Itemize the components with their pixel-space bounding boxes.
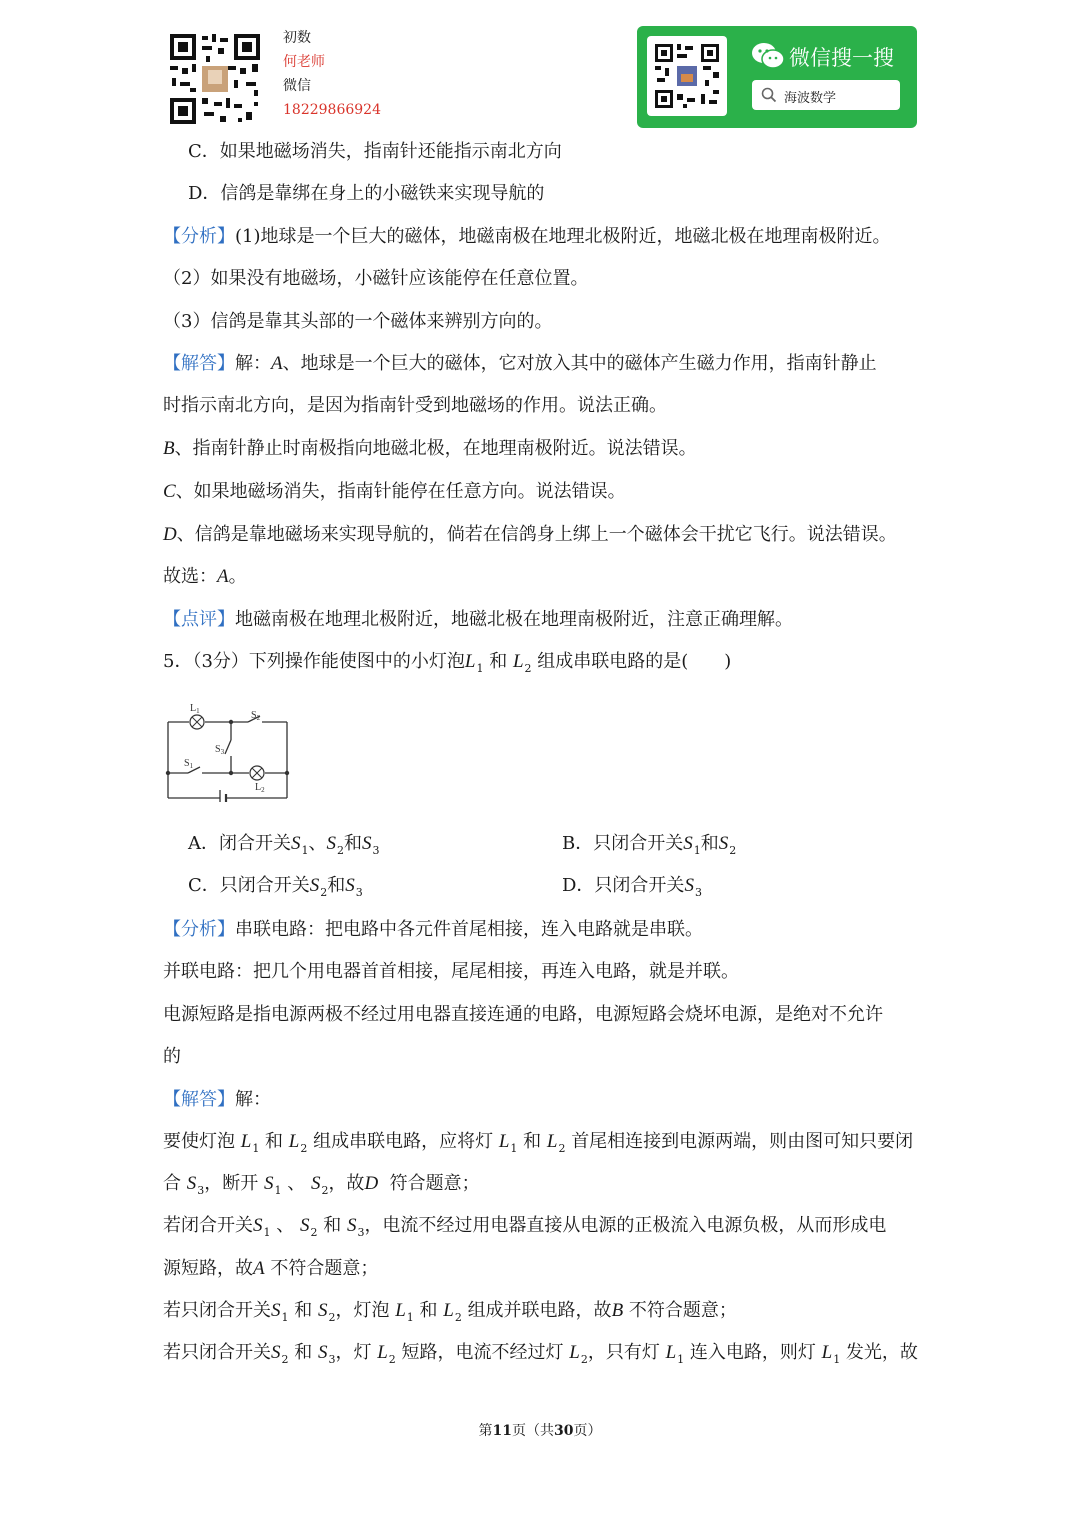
t: 连入电路，则灯 xyxy=(689,1342,816,1363)
label-l2: $L_2$ xyxy=(255,782,265,794)
q5-analysis-text1: 串联电路：把电路中各元件首尾相接，连入电路就是串联。 xyxy=(235,919,703,940)
label-s1: $S_1$ xyxy=(184,758,194,770)
q4-answer-pre: 解： xyxy=(235,353,271,374)
t: 若只闭合开关 xyxy=(163,1342,271,1363)
t: 若只闭合开关 xyxy=(163,1300,271,1321)
t: 和 xyxy=(323,1215,342,1236)
t: 合 xyxy=(163,1173,181,1194)
q5-stem-post: 组成串联电路的是( ) xyxy=(537,651,732,672)
wechat-logo-icon xyxy=(751,42,785,70)
var-l: L xyxy=(377,1342,388,1363)
q5-analysis-line2: 并联电路：把几个用电器首首相接，尾尾相接，再连入电路，就是并联。 xyxy=(163,961,739,982)
var-s: S xyxy=(345,875,355,896)
q5-stem xyxy=(163,651,731,680)
sep: 、 xyxy=(308,833,327,854)
var-s: S xyxy=(253,1215,263,1236)
sub: 2 xyxy=(321,1184,329,1197)
q4-analysis-text1: (1)地球是一个巨大的磁体，地磁南极在地理北极附近，地磁北极在地理南极附近。 xyxy=(235,226,891,247)
teacher-name: 何老师 xyxy=(283,54,325,70)
sub: 1 xyxy=(281,1311,289,1324)
var-s: S xyxy=(271,1342,281,1363)
sub: 1 xyxy=(406,1311,414,1324)
var-l: L xyxy=(395,1300,406,1321)
opt-c-pre: C．只闭合开关 xyxy=(188,875,310,896)
t: 和 xyxy=(265,1131,284,1152)
var-s: S xyxy=(684,875,694,896)
sub: 1 xyxy=(677,1353,685,1366)
sub: 2 xyxy=(388,1353,396,1366)
subject-label: 初数 xyxy=(283,30,311,46)
sub: 1 xyxy=(510,1142,518,1155)
var-l: L xyxy=(546,1131,558,1152)
sub: 2 xyxy=(558,1142,566,1155)
lamp-l1-icon xyxy=(190,715,204,729)
sub: 1 xyxy=(833,1353,841,1366)
var-s: S xyxy=(310,1173,321,1194)
answer-tag: 【解答】 xyxy=(163,353,235,374)
wechat-qr-code xyxy=(647,36,727,116)
sub: 2 xyxy=(328,1311,336,1324)
var-l: L xyxy=(569,1342,580,1363)
var-s: S xyxy=(362,833,372,854)
t: 源短路，故 xyxy=(163,1258,253,1279)
var-l: L xyxy=(498,1131,510,1152)
t: 和 xyxy=(294,1342,313,1363)
sub: 3 xyxy=(694,886,702,899)
page-number: 11 xyxy=(492,1423,512,1439)
q5-answer-line2 xyxy=(163,1173,480,1202)
wechat-search-query: 海波数学 xyxy=(784,91,837,106)
var-l: L xyxy=(240,1131,252,1152)
t: 首尾相连接到电源两端，则由图可知只要闭 xyxy=(571,1131,914,1152)
q5-answer-line6 xyxy=(163,1342,918,1371)
and: 和 xyxy=(700,833,719,854)
t: ，只有灯 xyxy=(587,1342,660,1363)
q4-answer-a-text: 、地球是一个巨大的磁体，它对放入其中的磁体产生磁力作用，指南针静止 xyxy=(282,353,877,374)
var-s: S xyxy=(263,1173,274,1194)
choice-post: 。 xyxy=(228,566,247,587)
q4-answer-b xyxy=(163,438,697,460)
q4-answer-d-text: 、信鸽是靠地磁场来实现导航的，倘若在信鸽身上绑上一个磁体会干扰它飞行。说法错误。 xyxy=(176,524,897,545)
var-c: C xyxy=(163,481,176,502)
var-l: L xyxy=(443,1300,454,1321)
var-s: S xyxy=(299,1215,310,1236)
t: ，灯 xyxy=(335,1342,372,1363)
total-pages: 30 xyxy=(554,1423,574,1439)
footer-post: 页） xyxy=(573,1423,602,1439)
q4-analysis-line3: （3）信鸽是靠其头部的一个磁体来辨别方向的。 xyxy=(163,311,553,332)
opt-a-pre: A．闭合开关 xyxy=(188,833,291,854)
t: 、 xyxy=(276,1215,295,1236)
choice-var: A xyxy=(217,566,229,587)
t: ，故 xyxy=(328,1173,365,1194)
and: 和 xyxy=(327,875,346,896)
q4-answer-c-text: 、如果地磁场消失，指南针能停在任意方向。说法错误。 xyxy=(175,481,626,502)
t: 、 xyxy=(287,1173,306,1194)
t: 不符合题意； xyxy=(628,1300,737,1321)
sub: 2 xyxy=(454,1311,462,1324)
label-s2: $S_2$ xyxy=(251,710,261,722)
analysis-tag: 【分析】 xyxy=(163,226,235,247)
sub: 3 xyxy=(357,1226,365,1239)
q5-answer-line3 xyxy=(163,1215,886,1244)
t: 发光，故 xyxy=(845,1342,918,1363)
var-a: A xyxy=(271,353,283,374)
var-a: A xyxy=(253,1258,265,1279)
sub: 1 xyxy=(252,1142,260,1155)
analysis-tag: 【分析】 xyxy=(163,919,235,940)
var-d: D xyxy=(163,524,177,545)
sub: 3 xyxy=(355,886,363,899)
q5-answer-line4 xyxy=(163,1258,378,1280)
sub: 3 xyxy=(328,1353,336,1366)
wechat-search-banner xyxy=(637,26,917,128)
var-s: S xyxy=(317,1342,328,1363)
q4-option-c: C．如果地磁场消失，指南针还能指示南北方向 xyxy=(188,141,562,162)
var-l: L xyxy=(665,1342,677,1363)
t: 若闭合开关 xyxy=(163,1215,253,1236)
t: 不符合题意； xyxy=(270,1258,379,1279)
q5-stem-mid: 和 xyxy=(489,651,508,672)
sub: 2 xyxy=(300,1142,308,1155)
var-s: S xyxy=(326,833,336,854)
q4-analysis-line2: （2）如果没有地磁场，小磁针应该能停在任意位置。 xyxy=(163,268,589,289)
var-l: L xyxy=(512,651,524,672)
footer-pre: 第 xyxy=(478,1423,493,1439)
q4-answer-d xyxy=(163,524,897,546)
wechat-label: 微信 xyxy=(283,78,311,94)
q5-option-d xyxy=(562,875,702,904)
var-l: L xyxy=(464,651,476,672)
t: ，灯泡 xyxy=(335,1300,390,1321)
page-footer xyxy=(0,1420,1080,1440)
q5-option-a xyxy=(188,833,380,862)
circuit-diagram xyxy=(160,700,295,802)
opt-b-pre: B．只闭合开关 xyxy=(562,833,684,854)
sub: 1 xyxy=(263,1226,271,1239)
sub: 2 xyxy=(729,844,737,857)
sub: 2 xyxy=(524,662,532,675)
sub: 3 xyxy=(372,844,380,857)
sub: 2 xyxy=(580,1353,588,1366)
q5-analysis-line1 xyxy=(163,919,703,941)
and: 和 xyxy=(344,833,362,854)
sub: 1 xyxy=(476,662,484,675)
answer-tag: 【解答】 xyxy=(163,1089,235,1110)
var-s: S xyxy=(291,833,301,854)
sub: 2 xyxy=(281,1353,289,1366)
sub: 3 xyxy=(197,1184,205,1197)
sub: 1 xyxy=(693,844,701,857)
teacher-qr-code xyxy=(168,32,262,126)
var-s: S xyxy=(683,833,693,854)
label-s3: $S_3$ xyxy=(215,744,225,756)
q4-answer-b-text: 、指南针静止时南极指向地磁北极，在地理南极附近。说法错误。 xyxy=(174,438,697,459)
q5-answer-line5 xyxy=(163,1300,737,1329)
q4-answer-c xyxy=(163,481,626,503)
var-s: S xyxy=(309,875,320,896)
wechat-search-title: 微信搜一搜 xyxy=(789,46,894,70)
var-s: S xyxy=(346,1215,357,1236)
var-b: B xyxy=(611,1300,624,1321)
t: ，断开 xyxy=(204,1173,259,1194)
sub: 2 xyxy=(310,1226,318,1239)
var-l: L xyxy=(821,1342,833,1363)
q4-choice xyxy=(163,566,247,588)
q5-analysis-line4: 的 xyxy=(163,1046,181,1067)
lamp-l2-icon xyxy=(250,766,264,780)
var-d: D xyxy=(364,1173,379,1194)
t: 短路，电流不经过灯 xyxy=(401,1342,564,1363)
q4-comment-text: 地磁南极在地理北极附近，地磁北极在地理南极附近，注意正确理解。 xyxy=(235,609,793,630)
sub: 2 xyxy=(320,886,328,899)
sub: 1 xyxy=(274,1184,282,1197)
var-l: L xyxy=(288,1131,300,1152)
t: 和 xyxy=(294,1300,313,1321)
t: 组成串联电路，应将灯 xyxy=(313,1131,494,1152)
q4-comment xyxy=(163,609,793,631)
q4-answer-line1 xyxy=(163,353,877,375)
opt-d-pre: D．只闭合开关 xyxy=(562,875,685,896)
q4-answer-line2: 时指示南北方向，是因为指南针受到地磁场的作用。说法正确。 xyxy=(163,395,667,416)
q5-answer-line1 xyxy=(163,1131,913,1160)
var-s: S xyxy=(317,1300,328,1321)
var-s: S xyxy=(186,1173,197,1194)
footer-mid: 页（共 xyxy=(512,1423,554,1439)
q5-answer-head-text: 解： xyxy=(235,1089,271,1110)
q5-option-c xyxy=(188,875,363,904)
wechat-search-box[interactable] xyxy=(752,80,900,110)
phone-number: 18229866924 xyxy=(283,102,381,118)
q5-answer-head xyxy=(163,1089,271,1111)
q5-stem-pre: 5．（3分）下列操作能使图中的小灯泡 xyxy=(163,651,465,672)
label-l1: $L_1$ xyxy=(190,703,200,715)
choice-pre: 故选： xyxy=(163,566,217,587)
q4-option-d: D．信鸽是靠绑在身上的小磁铁来实现导航的 xyxy=(188,183,545,204)
var-s: S xyxy=(718,833,729,854)
q5-analysis-line3: 电源短路是指电源两极不经过用电器直接连通的电路，电源短路会烧坏电源，是绝对不允许 xyxy=(163,1004,883,1025)
t: 和 xyxy=(419,1300,438,1321)
comment-tag: 【点评】 xyxy=(163,609,235,630)
sub: 2 xyxy=(337,844,344,857)
var-s: S xyxy=(271,1300,281,1321)
t: 和 xyxy=(523,1131,542,1152)
t: ，电流不经过用电器直接从电源的正极流入电源负极，从而形成电 xyxy=(364,1215,887,1236)
var-b: B xyxy=(163,438,175,459)
sub: 1 xyxy=(301,844,309,857)
q5-option-b xyxy=(562,833,736,862)
q4-analysis-line1 xyxy=(163,226,891,248)
t: 要使灯泡 xyxy=(163,1131,235,1152)
t: 组成并联电路，故 xyxy=(467,1300,612,1321)
search-icon xyxy=(761,87,777,103)
t: 符合题意； xyxy=(389,1173,480,1194)
